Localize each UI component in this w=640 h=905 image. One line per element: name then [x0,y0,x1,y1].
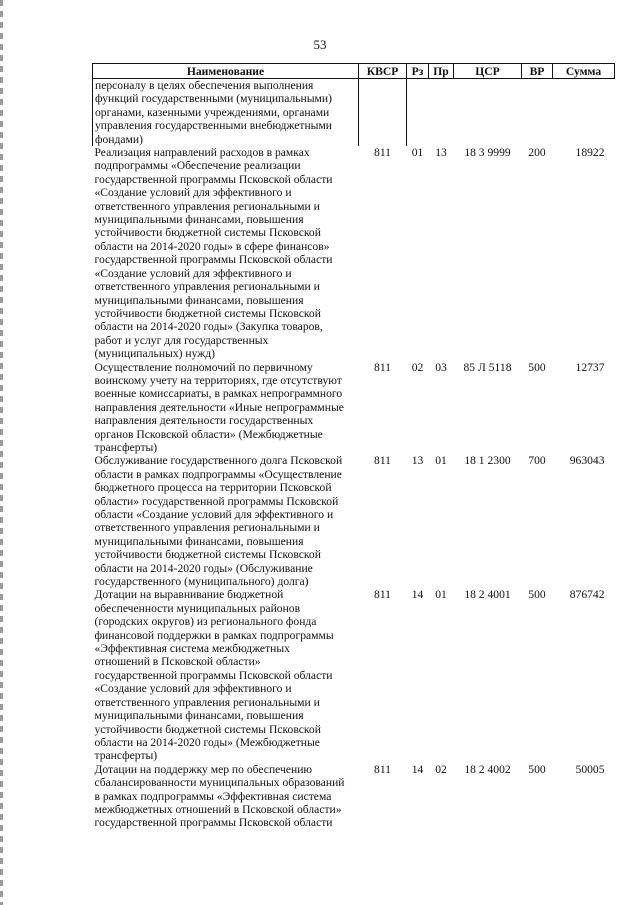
row-name-line: (муниципальных) нужд) [94,347,216,361]
row-name-line: муниципальными финансами, повышения [94,293,304,307]
row-sum-cell [553,79,615,147]
row-name-line: направления деятельности «Иные непрограммные [94,400,344,414]
row-kvsr-cell: 811 [374,762,391,776]
row-name-line: муниципальными финансами, повышения [94,534,304,548]
row-rz-cell: 14 [411,762,424,776]
row-name-line: государственного (муниципального) долга) [94,575,309,589]
row-name-cell [93,588,359,762]
row-csr-cell: 18 1 2300 [464,454,511,468]
row-sum-cell: 50005 [575,762,605,776]
row-name-line: «Создание условий для эффективного и [94,186,292,200]
row-name-line: персоналу в целях обеспечения выполнения [95,79,314,92]
header-kvsr: КВСР [359,64,407,79]
row-name-line: «Создание условий для эффективного и [94,682,292,696]
row-name-line: воинскому учету на территориях, где отсутствуют [94,373,342,387]
table-row [93,79,615,147]
table-row [93,763,615,830]
row-name-line: государственной программы Псковской области [94,816,333,830]
row-name-line: сбалансированности муниципальных образований [94,776,345,790]
row-name-line: работ и услуг для государственных [94,333,269,347]
row-name-line: устойчивости бюджетной системы Псковской [94,548,321,562]
row-name-line: Осуществление полномочий по первичному [94,360,313,374]
row-name-cell [93,454,359,588]
row-name-line: области на 2014-2020 годы» (Закупка товаров, [94,320,323,334]
row-name-cell [93,146,359,361]
row-name-line: области «Создание условий для эффективного и [94,508,334,521]
row-name-line: органами, казенными учреждениями, органами [95,105,330,119]
row-name-line: устойчивости бюджетной системы Псковской [94,722,321,736]
row-name-line: обеспеченности муниципальных районов [94,601,301,615]
row-name-line: управления государственными внебюджетными [95,119,332,133]
row-rz-cell [407,79,429,147]
row-sum-cell: 18922 [575,146,605,160]
row-vr-cell: 700 [528,454,546,468]
row-sum-cell: 963043 [569,454,605,468]
row-name-cell [93,763,359,830]
table-row [93,146,615,361]
row-kvsr-cell: 811 [374,360,391,374]
row-name-line: органов Псковской области» (Межбюджетные [94,427,323,441]
row-name-line: Дотации на поддержку мер по обеспечению [94,762,313,776]
header-name: Наименование [93,64,359,79]
row-name-line: бюджетного процесса на территории Псковской [94,481,332,495]
row-pr-cell: 01 [435,588,447,602]
row-csr-cell: 18 2 4002 [464,762,511,776]
table-row [93,454,615,588]
row-pr-cell: 01 [435,454,447,468]
row-vr-cell: 500 [528,360,546,374]
row-name-line: «Создание условий для эффективного и [94,266,292,280]
row-name-line: направления деятельности государственных [94,414,314,428]
row-name-line: ответственного управления региональными и [94,695,320,709]
row-name-line: области на 2014-2020 годы» (Межбюджетные [94,735,320,749]
row-kvsr-cell: 811 [374,588,391,602]
row-csr-cell: 85 Л 5118 [463,360,512,374]
row-name-line: Обслуживание государственного долга Псковской [94,454,343,468]
table-body [93,79,615,830]
header-rz: Рз [407,64,429,79]
row-name-line: функций государственными (муниципальными) [95,92,332,106]
row-name-line: устойчивости бюджетной системы Псковской [94,306,321,320]
row-name-line: государственной программы Псковской области [94,172,333,186]
row-vr-cell: 500 [528,588,546,602]
row-name-line: военные комиссариаты, в рамках непрограммного [94,387,343,401]
page-number: 53 [313,37,327,52]
row-pr-cell [429,79,454,147]
row-rz-cell: 14 [411,588,424,602]
row-pr-cell: 02 [435,762,447,776]
row-csr-cell: 18 3 9999 [464,146,511,160]
row-name-line: «Эффективная система межбюджетных [94,642,290,656]
row-name-line: ответственного управления региональными и [94,280,320,294]
row-name-line: трансферты) [94,749,158,763]
row-name-line: области в рамках подпрограммы «Осуществление [94,467,342,481]
header-pr: Пр [429,64,454,79]
row-pr-cell: 03 [435,360,447,374]
row-name-line: области» государственной программы Псковской [94,494,339,508]
row-name-line: в рамках подпрограммы «Эффективная система [94,789,332,803]
row-vr-cell: 200 [528,146,546,160]
row-name-line: фондами) [95,132,143,146]
row-name-line: области на 2014-2020 годы» в сфере финансов» [94,239,330,253]
row-vr-cell [522,79,553,147]
row-name-line: Дотации на выравнивание бюджетной [94,588,284,602]
budget-table [92,63,615,830]
row-name-line: трансферты) [94,440,158,454]
header-sum: Сумма [553,64,615,79]
header-csr: ЦСР [454,64,522,79]
row-name-line: межбюджетных отношений в Псковской области» [94,802,342,816]
row-name-line: ответственного управления региональными и [94,199,320,213]
row-name-line: Реализация направлений расходов в рамках [94,146,310,160]
row-name-line: ответственного управления региональными и [94,521,320,535]
row-pr-cell: 13 [435,146,447,160]
row-name-cell [93,79,359,147]
row-name-line: (городских округов) из регионального фонда [94,615,317,629]
row-sum-cell: 12737 [575,360,605,374]
row-rz-cell: 01 [411,146,424,160]
row-name-line: финансовой поддержки в рамках подпрограммы [94,628,334,642]
row-vr-cell: 500 [528,762,546,776]
row-csr-cell: 18 2 4001 [464,588,511,602]
row-kvsr-cell: 811 [374,454,391,468]
row-kvsr-cell: 811 [374,146,391,160]
row-name-line: отношений в Псковской области» [94,655,261,669]
row-name-line: муниципальными финансами, повышения [94,709,304,723]
row-rz-cell: 02 [411,360,424,374]
row-name-line: государственной программы Псковской области [94,668,333,682]
scan-edge-artifact [0,0,3,905]
row-name-line: государственной программы Псковской области [94,253,333,267]
row-name-line: устойчивости бюджетной системы Псковской [94,226,321,240]
row-name-cell [93,361,359,455]
row-name-line: подпрограммы «Обеспечение реализации [94,159,301,173]
row-csr-cell [454,79,522,147]
table-row [93,361,615,455]
table-row [93,588,615,762]
row-kvsr-cell [359,79,407,147]
row-rz-cell: 13 [411,454,424,468]
row-name-line: муниципальными финансами, повышения [94,213,304,227]
row-sum-cell: 876742 [569,588,605,602]
header-vr: ВР [522,64,553,79]
table-header-row [93,64,615,79]
row-name-line: области на 2014-2020 годы» (Обслуживание [94,561,313,575]
